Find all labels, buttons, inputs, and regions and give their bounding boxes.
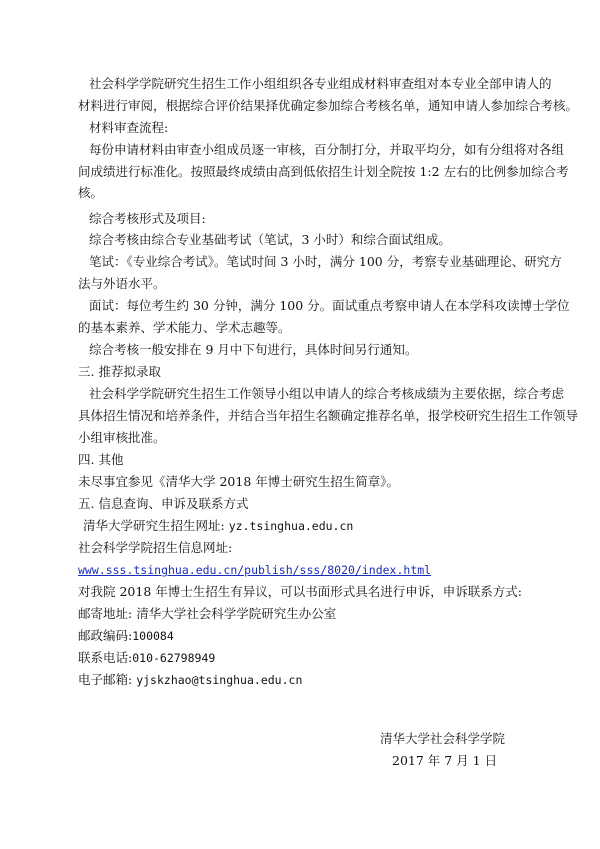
school-site-row xyxy=(78,561,548,579)
section4-text: 未尽事宜参见《清华大学 2018 年博士研究生招生简章》。 xyxy=(78,474,400,489)
address-label: 邮寄地址: xyxy=(78,606,133,621)
postcode-row xyxy=(78,627,548,645)
email-row xyxy=(78,671,548,689)
section3-heading: 三. 推荐拟录取 xyxy=(78,364,161,379)
tsinghua-site-url: yz.tsinghua.edu.cn xyxy=(228,519,354,533)
exam-written-line-2: 法与外语水平。 xyxy=(78,276,166,291)
section3-line-3: 小组审核批准。 xyxy=(78,430,166,445)
school-site-link[interactable]: www.sss.tsinghua.edu.cn/publish/sss/8020/index.html xyxy=(78,563,432,577)
phone-value: 010-62798949 xyxy=(132,651,216,665)
tsinghua-site-row xyxy=(83,517,553,535)
postcode-label: 邮政编码: xyxy=(78,628,133,643)
section4-heading: 四. 其他 xyxy=(78,452,124,467)
tsinghua-site-label: 清华大学研究生招生网址: xyxy=(83,518,225,533)
exam-interview-line-1: 面试：每位考生约 30 分钟，满分 100 分。面试重点考察申请人在本学科攻读博士学位 xyxy=(89,298,570,313)
intro-line-1: 社会科学学院研究生招生工作小组组织各专业组成材料审查组对本专业全部申请人的 xyxy=(89,76,552,91)
postcode-value: 100084 xyxy=(132,629,174,643)
exam-interview-line-2: 的基本素养、学术能力、学术志趣等。 xyxy=(78,320,291,335)
school-site-label: 社会科学学院招生信息网址: xyxy=(78,540,233,555)
appeal-text: 对我院 2018 年博士生招生有异议，可以书面形式具名进行申诉，申诉联系方式: xyxy=(78,584,522,599)
phone-label: 联系电话: xyxy=(78,650,133,665)
email-value: yjskzhao@tsinghua.edu.cn xyxy=(136,673,303,687)
review-heading: 材料审查流程: xyxy=(89,120,169,135)
review-line-1: 每份申请材料由审查小组成员逐一审核，百分制打分，并取平均分，如有分组将对各组 xyxy=(89,142,565,157)
address-row xyxy=(78,605,548,623)
intro-line-2: 材料进行审阅，根据综合评价结果择优确定参加综合考核名单，通知申请人参加综合考核。 xyxy=(78,98,579,113)
section5-heading: 五. 信息查询、申诉及联系方式 xyxy=(78,496,249,511)
exam-heading: 综合考核形式及项目: xyxy=(89,211,206,226)
email-label: 电子邮箱: xyxy=(78,672,133,687)
exam-written-line-1: 笔试：《专业综合考试》。笔试时间 3 小时，满分 100 分，考察专业基础理论、研究方 xyxy=(89,254,562,269)
exam-schedule: 综合考核一般安排在 9 月中下旬进行，具体时间另行通知。 xyxy=(89,342,418,357)
section3-line-1: 社会科学学院研究生招生工作领导小组以申请人的综合考核成绩为主要依据，综合考虑 xyxy=(89,386,565,401)
review-line-3: 核。 xyxy=(78,185,104,200)
review-line-2: 间成绩进行标准化。按照最终成绩由高到低依招生计划全院按 1:2 左右的比例参加综合考 xyxy=(78,164,569,179)
signature-org: 清华大学社会科学学院 xyxy=(380,731,506,746)
phone-row xyxy=(78,649,548,667)
section3-line-2: 具体招生情况和培养条件，并结合当年招生名额确定推荐名单，报学校研究生招生工作领导 xyxy=(78,408,579,423)
address-value: 清华大学社会科学学院研究生办公室 xyxy=(136,606,337,621)
exam-composition: 综合考核由综合专业基础考试（笔试，3 小时）和综合面试组成。 xyxy=(89,232,451,247)
signature-date: 2017 年 7 月 1 日 xyxy=(392,753,498,768)
